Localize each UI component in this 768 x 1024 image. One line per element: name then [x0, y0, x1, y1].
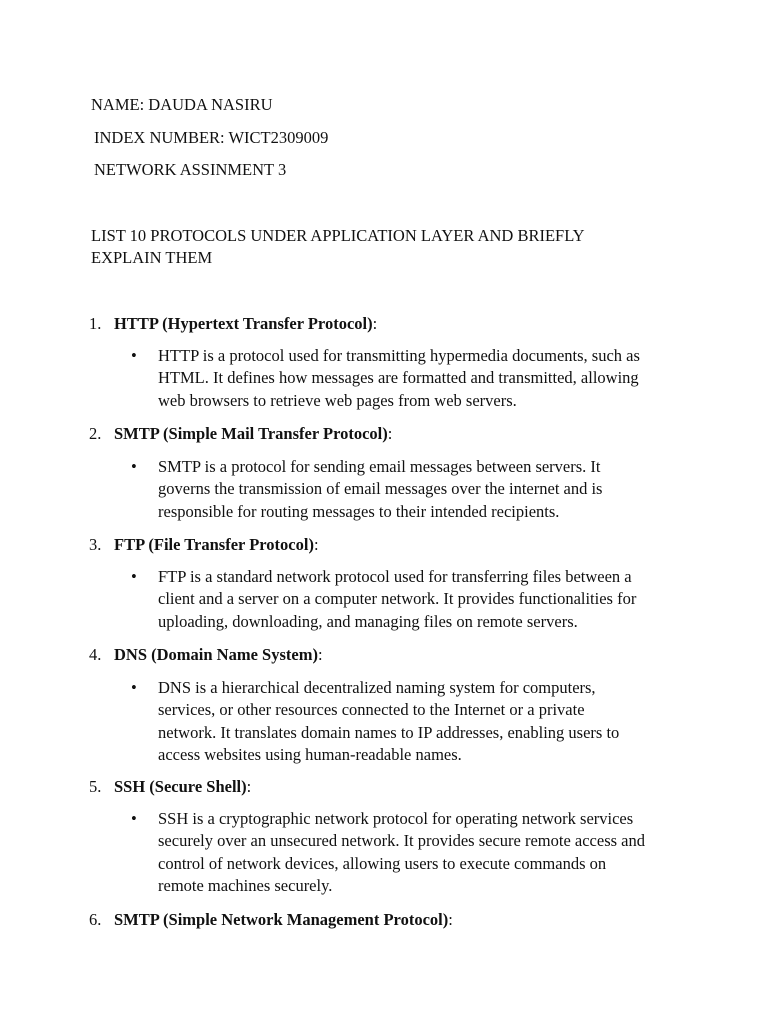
item-description — [158, 345, 683, 412]
description-line: client and a server on a computer network. It provides functionalities for — [158, 589, 637, 609]
description-line: remote machines securely. — [158, 875, 333, 895]
item-number: 6. — [89, 910, 102, 929]
item-title: SMTP (Simple Mail Transfer Protocol) — [114, 424, 388, 443]
item-title: FTP (File Transfer Protocol) — [114, 535, 314, 554]
protocol-item-snmp — [89, 909, 453, 931]
assignment-title: NETWORK ASSINMENT 3 — [94, 160, 287, 179]
item-number: 3. — [89, 535, 102, 554]
item-colon: : — [246, 777, 252, 796]
item-number: 1. — [89, 314, 102, 333]
question-heading — [91, 225, 651, 269]
item-description — [158, 677, 683, 766]
item-colon: : — [372, 314, 378, 333]
description-line: services, or other resources connected to the Internet or a private — [158, 700, 585, 720]
description-line: FTP is a standard network protocol used for transferring files between a — [158, 567, 632, 586]
student-name: NAME: DAUDA NASIRU — [91, 95, 273, 114]
index-number: INDEX NUMBER: WICT2309009 — [94, 128, 329, 147]
item-description — [158, 808, 683, 897]
protocol-item-ftp — [89, 534, 319, 556]
bullet-icon: • — [131, 809, 137, 828]
description-line: access websites using human-readable names. — [158, 744, 462, 764]
item-colon: : — [317, 645, 323, 664]
protocol-item-smtp — [89, 423, 392, 445]
bullet-icon: • — [131, 346, 137, 365]
description-line: securely over an unsecured network. It provides secure remote access and — [158, 831, 645, 851]
description-line: SMTP is a protocol for sending email messages between servers. It — [158, 457, 601, 476]
item-number: 4. — [89, 645, 102, 664]
item-title: HTTP (Hypertext Transfer Protocol) — [114, 314, 373, 333]
bullet-icon: • — [131, 678, 137, 697]
description-line: control of network devices, allowing users to execute commands on — [158, 853, 607, 873]
description-line: web browsers to retrieve web pages from web servers. — [158, 390, 517, 410]
item-title: DNS (Domain Name System) — [114, 645, 318, 664]
question-line-2: EXPLAIN THEM — [91, 248, 213, 267]
description-line: uploading, downloading, and managing files on remote servers. — [158, 611, 578, 631]
item-number: 5. — [89, 777, 102, 796]
description-line: network. It translates domain names to IP addresses, enabling users to — [158, 722, 620, 742]
item-number: 2. — [89, 424, 102, 443]
bullet-icon: • — [131, 457, 137, 476]
item-colon: : — [313, 535, 319, 554]
description-line: HTTP is a protocol used for transmitting hypermedia documents, such as — [158, 346, 640, 365]
protocol-item-http — [89, 313, 377, 335]
description-line: DNS is a hierarchical decentralized naming system for computers, — [158, 678, 596, 697]
item-colon: : — [387, 424, 393, 443]
description-line: responsible for routing messages to their intended recipients. — [158, 501, 560, 521]
item-title: SSH (Secure Shell) — [114, 777, 247, 796]
item-colon: : — [448, 910, 453, 929]
description-line: governs the transmission of email messages over the internet and is — [158, 479, 603, 499]
bullet-icon: • — [131, 567, 137, 586]
question-line-1: LIST 10 PROTOCOLS UNDER APPLICATION LAYER AND BRIEFLY — [91, 226, 585, 245]
item-description — [158, 456, 683, 523]
item-description — [158, 566, 683, 633]
description-line: SSH is a cryptographic network protocol for operating network services — [158, 809, 634, 828]
item-title: SMTP (Simple Network Management Protocol) — [114, 910, 449, 929]
protocol-item-ssh — [89, 776, 251, 798]
description-line: HTML. It defines how messages are formatted and transmitted, allowing — [158, 368, 639, 388]
protocol-item-dns — [89, 644, 323, 666]
